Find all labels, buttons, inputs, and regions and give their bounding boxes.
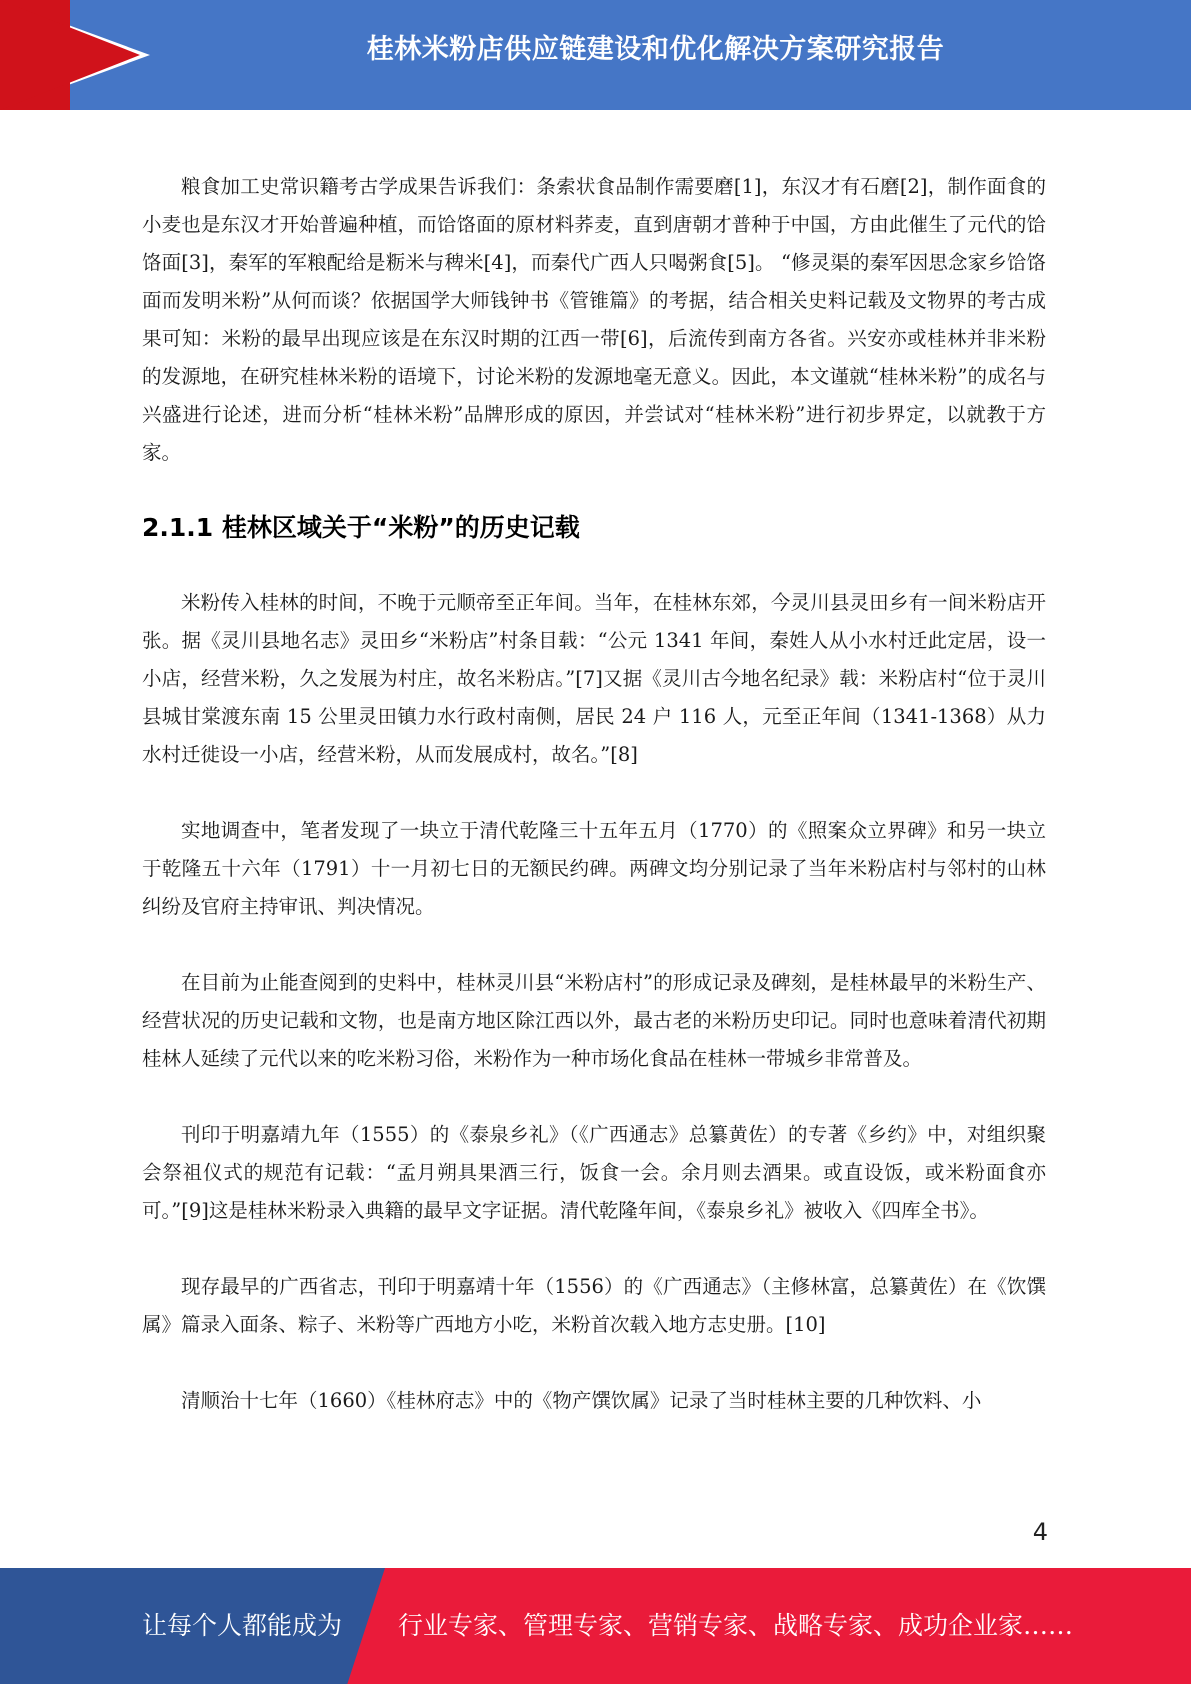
page-header [0, 0, 1191, 110]
report-title: 桂林米粉店供应链建设和优化解决方案研究报告 [366, 34, 945, 65]
page-footer [0, 1568, 1191, 1684]
intro-paragraph: 粮食加工史常识籍考古学成果告诉我们：条索状食品制作需要磨[1]，东汉才有石磨[2]，制作面食的小麦也是东汉才开始普遍种植，而饸饹面的原材料荞麦，直到唐朝才普种于中国，方由此催生了元代的饸饹面[3]，秦军的军粮配给是粝米与稗米[4]，而秦代广西人只喝粥食[5]。 “修灵渠的秦军因思念家乡饸饹面而发明米粉”从何而谈？依据国学大师钱钟书《管锥篇》的考据，结合相关史料记载及文物界的考古成果可知：米粉的最早出现应该是在东汉时期的江西一带[6]，后流传到南方各省。兴安亦或桂林并非米粉的发源地，在研究桂林米粉的语境下，讨论米粉的发源地毫无意义。因此，本文谨就“桂林米粉”的成名与兴盛进行论述，进而分析“桂林米粉”品牌形成的原因，并尝试对“桂林米粉”进行初步界定，以就教于方家。 [142, 175, 1046, 464]
body-paragraph: 实地调查中，笔者发现了一块立于清代乾隆三十五年五月（1770）的《照案众立界碑》和另一块立于乾隆五十六年（1791）十一月初七日的无额民约碑。两碑文均分别记录了当年米粉店村与邻村的山林纠纷及官府主持审讯、判决情况。 [142, 819, 1046, 918]
body-paragraph: 米粉传入桂林的时间，不晚于元顺帝至正年间。当年，在桂林东郊，今灵川县灵田乡有一间米粉店开张。据《灵川县地名志》灵田乡“米粉店”村条目载：“公元 1341 年间，秦姓人从小水村迁此定居，设一小店，经营米粉，久之发展为村庄，故名米粉店。”[7]又据《灵川古今地名纪录》载：米粉店村“位于灵川县城甘棠渡东南 15 公里灵田镇力水行政村南侧，居民 24 户 116 人，元至正年间（1341-1368）从力水村迁徙设一小店，经营米粉，从而发展成村，故名。”[8] [142, 591, 1046, 766]
body-paragraph: 清顺治十七年（1660）《桂林府志》中的《物产馔饮属》记录了当时桂林主要的几种饮料、小 [181, 1389, 982, 1412]
page-number: 4 [1032, 1518, 1048, 1546]
header-red-arrow [0, 0, 140, 110]
body-paragraph: 在目前为止能查阅到的史料中，桂林灵川县“米粉店村”的形成记录及碑刻，是桂林最早的米粉生产、经营状况的历史记载和文物，也是南方地区除江西以外，最古老的米粉历史印记。同时也意味着清代初期桂林人延续了元代以来的吃米粉习俗，米粉作为一种市场化食品在桂林一带城乡非常普及。 [142, 971, 1046, 1070]
body-paragraph: 刊印于明嘉靖九年（1555）的《泰泉乡礼》（《广西通志》总纂黄佐）的专著《乡约》中，对组织聚会祭祖仪式的规范有记载：“孟月朔具果酒三行，饭食一会。余月则去酒果。或直设饭，或米粉面食亦可。”[9]这是桂林米粉录入典籍的最早文字证据。清代乾隆年间，《泰泉乡礼》被收入《四库全书》。 [142, 1123, 1046, 1222]
body-paragraph: 现存最早的广西省志，刊印于明嘉靖十年（1556）的《广西通志》（主修林富，总纂黄佐）在《饮馔属》篇录入面条、粽子、米粉等广西地方小吃，米粉首次载入地方志史册。[10] [142, 1275, 1046, 1336]
footer-slogan-right: 行业专家、管理专家、营销专家、战略专家、成功企业家…… [398, 1611, 1074, 1640]
footer-slogan-left: 让每个人都能成为 [142, 1611, 343, 1640]
section-heading: 2.1.1 桂林区域关于“米粉”的历史记载 [142, 513, 580, 542]
document-body [142, 168, 1046, 1420]
